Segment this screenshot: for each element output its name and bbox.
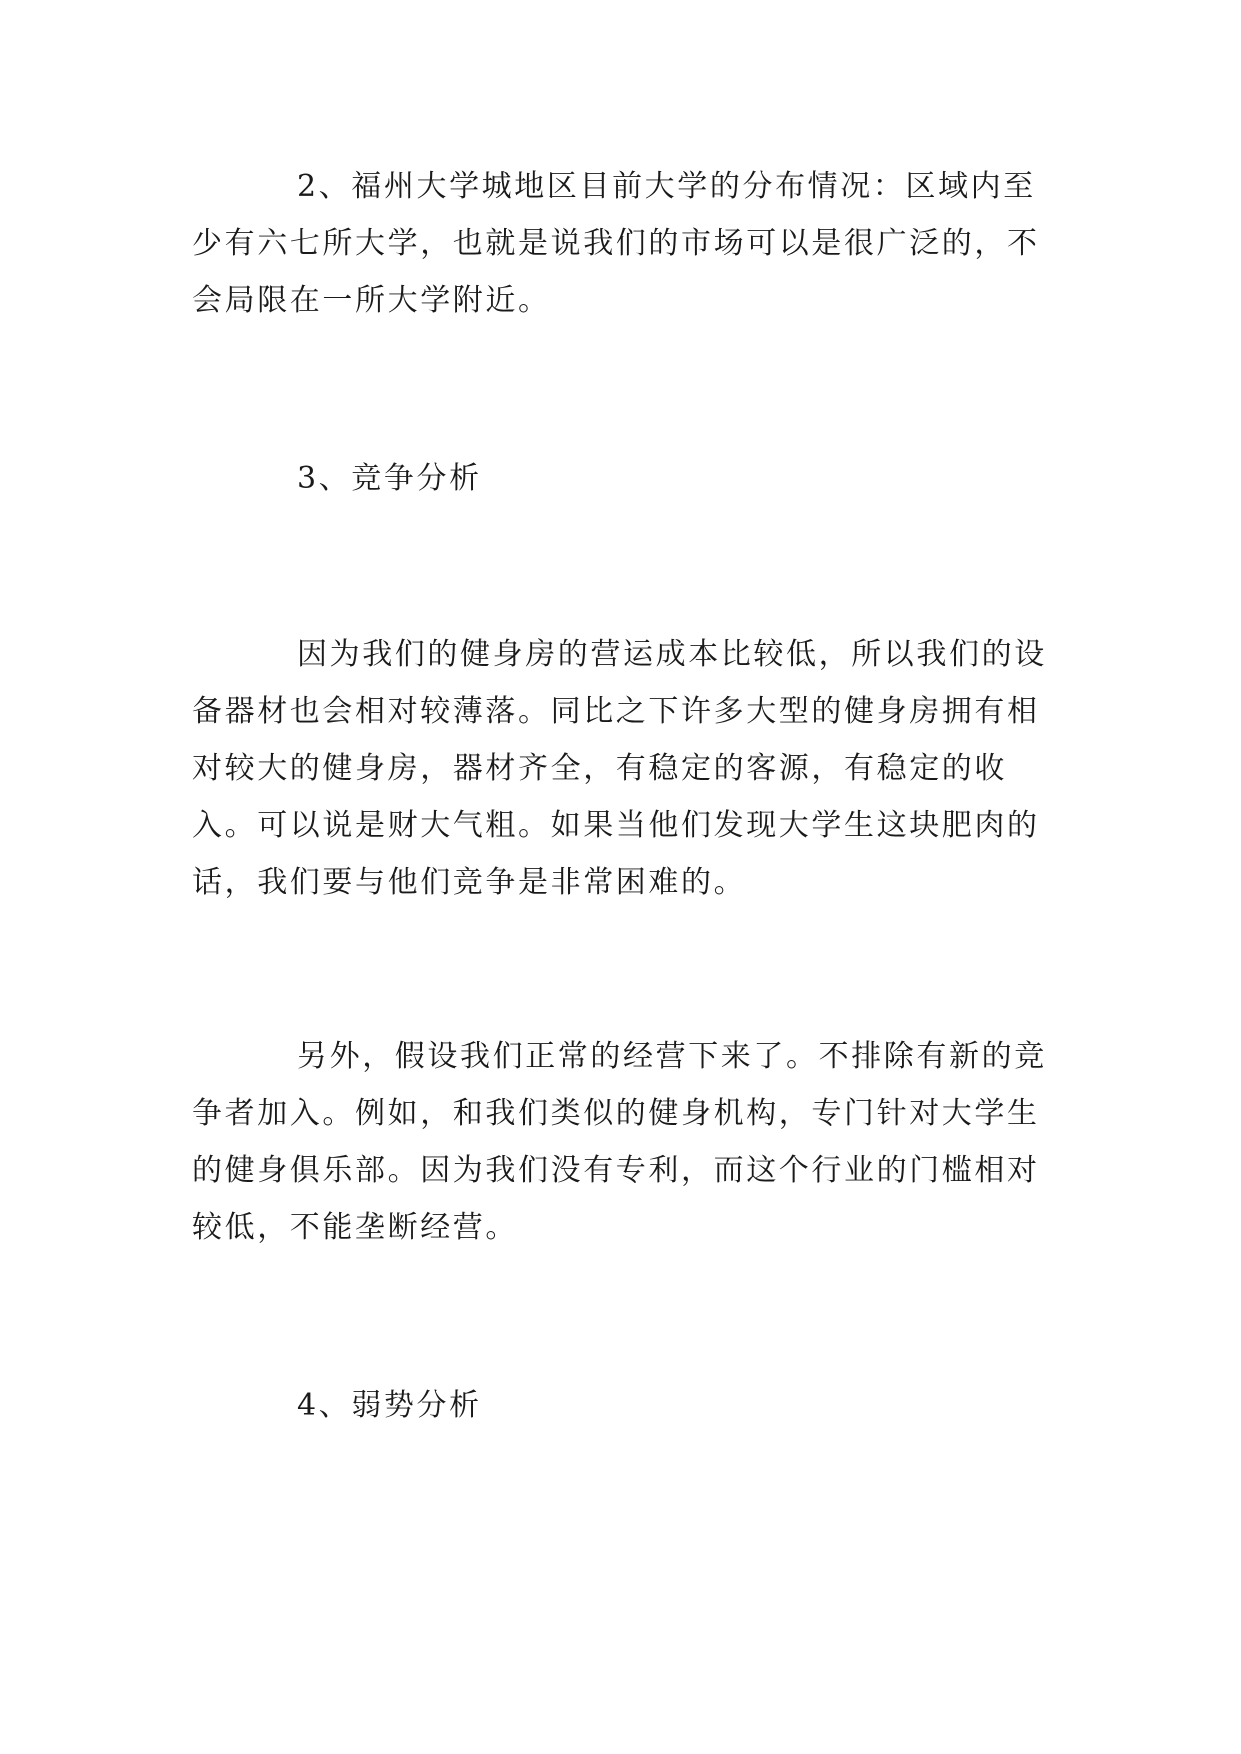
paragraph-competition-large-gyms: 因为我们的健身房的营运成本比较低，所以我们的设备器材也会相对较薄落。同比之下许多大型的健身房拥有相对较大的健身房，器材齐全，有稳定的客源，有稳定的收入。可以说是财大气粗。如果当他们发现大学生这块肥肉的话，我们要与他们竞争是非常困难的。 <box>192 637 1047 900</box>
paragraph-university-distribution: 2、福州大学城地区目前大学的分布情况：区域内至少有六七所大学，也就是说我们的市场可以是很广泛的，不会局限在一所大学附近。 <box>192 169 1040 318</box>
paragraph-new-competitors: 另外，假设我们正常的经营下来了。不排除有新的竞争者加入。例如，和我们类似的健身机构，专门针对大学生的健身俱乐部。因为我们没有专利，而这个行业的门槛相对较低，不能垄断经营。 <box>192 1039 1047 1245</box>
section-heading-competition-analysis: 3、竞争分析 <box>297 461 482 496</box>
section-heading-weakness-analysis: 4、弱势分析 <box>297 1388 482 1423</box>
